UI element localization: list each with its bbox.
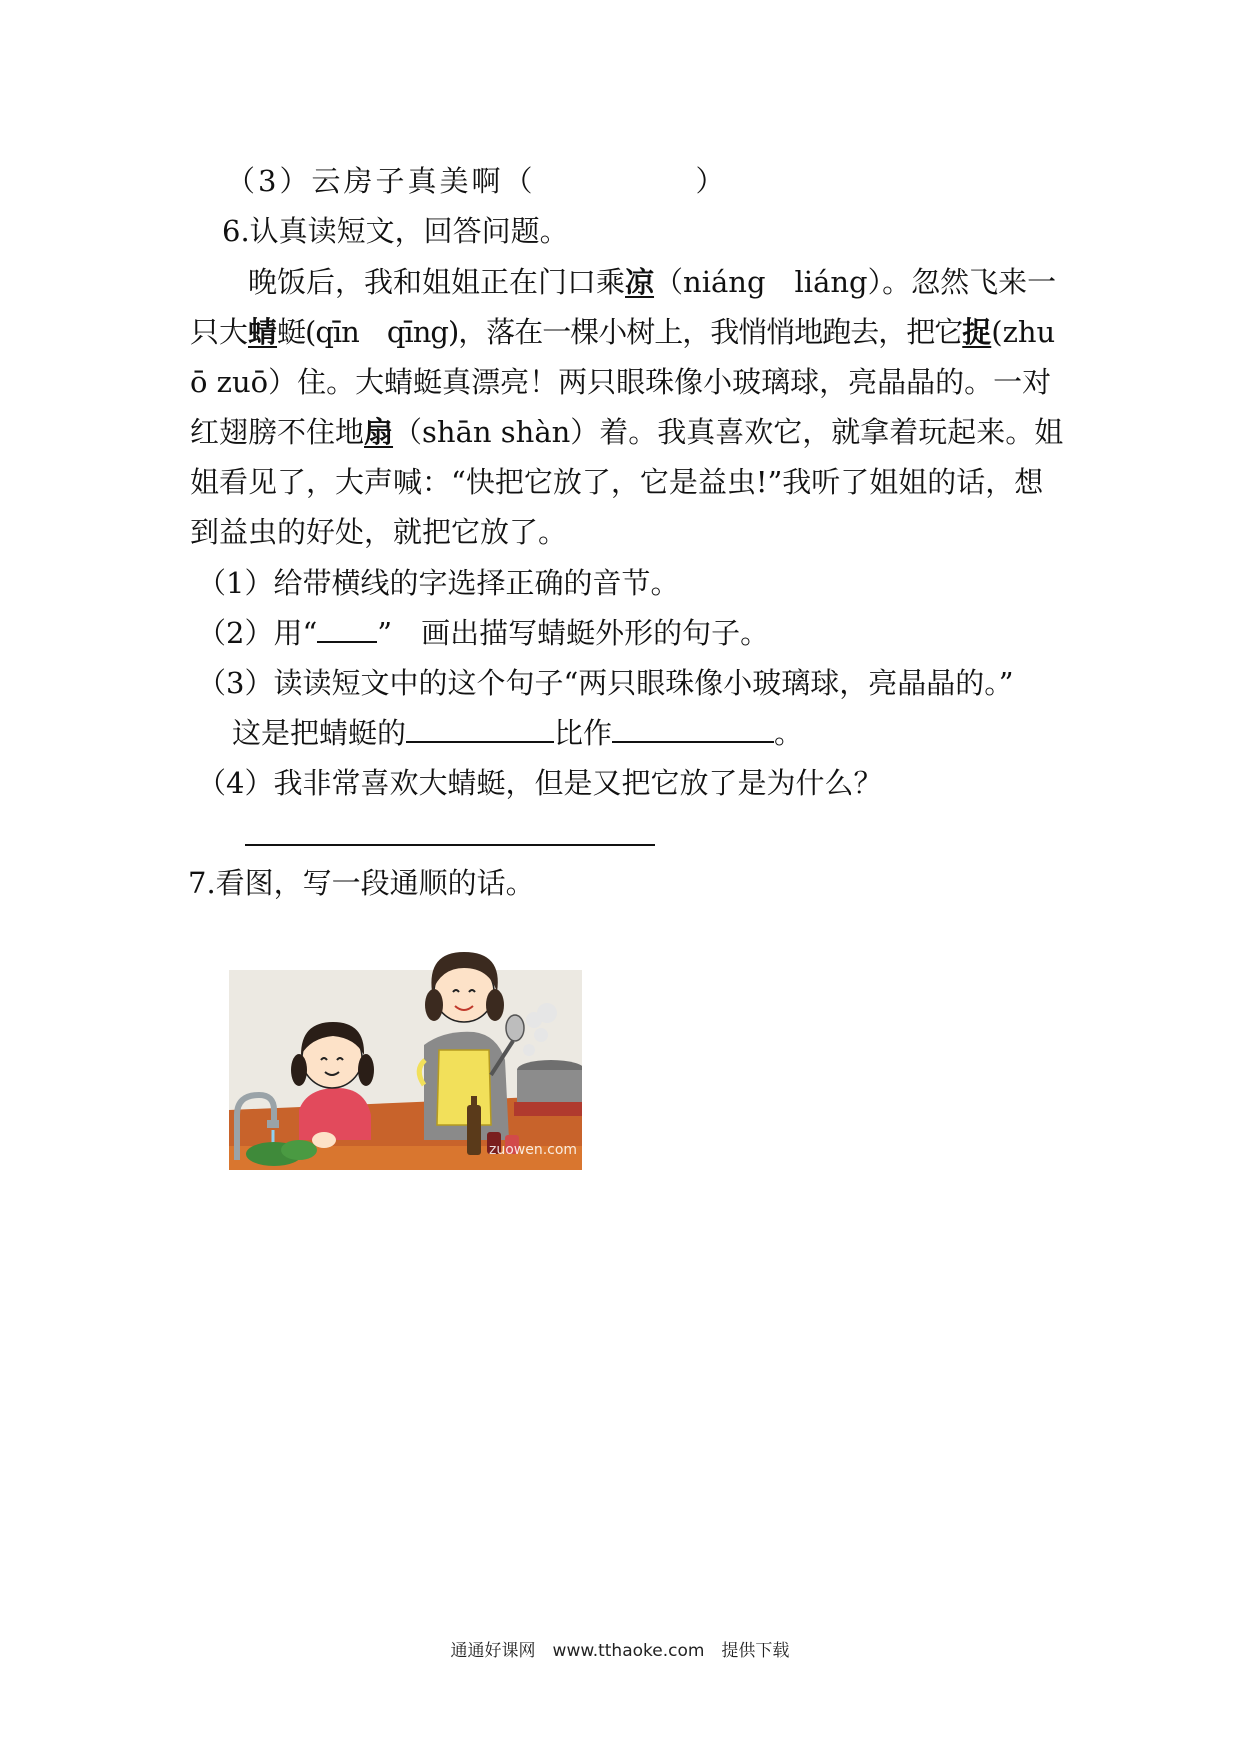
passage-line-1: 晚饭后，我和姐姐正在门口乘凉（niáng liáng）。忽然飞来一 — [248, 265, 1057, 299]
kitchen-illustration — [229, 910, 582, 1170]
cooking-picture — [229, 910, 582, 1170]
answer-blank-2[interactable] — [612, 715, 774, 743]
question-7-title: 7.看图，写一段通顺的话。 — [188, 866, 535, 900]
question-6-sub-3: （3）读读短文中的这个句子“两只眼珠像小玻璃球，亮晶晶的。” — [197, 666, 1014, 700]
picture-watermark: zuowen.com — [489, 1142, 578, 1158]
underlined-char-liang: 凉 — [625, 265, 655, 299]
passage-line-3: ō zuō）住。大蜻蜓真漂亮！两只眼珠像小玻璃球，亮晶晶的。一对 — [190, 365, 1052, 399]
underlined-char-shan: 扇 — [364, 415, 394, 449]
question-6-title: 6.认真读短文，回答问题。 — [222, 214, 569, 248]
underlined-char-zhuo: 捉 — [962, 315, 992, 349]
question-6-sub-3-answer-line: 这是把蜻蜓的 比作 。 — [232, 716, 804, 750]
passage-line-5: 姐看见了，大声喊：“快把它放了，它是益虫!”我听了姐姐的话，想 — [190, 465, 1044, 499]
answer-blank-1[interactable] — [406, 715, 554, 743]
underlined-char-qing: 蜻 — [248, 315, 278, 349]
passage-line-4: 红翅膀不住地扇（shān shàn）着。我真喜欢它，就拿着玩起来。姐 — [190, 415, 1064, 449]
question-6-sub-2: （2）用“ ” 画出描写蜻蜓外形的句子。 — [197, 616, 770, 650]
passage-line-2: 只大蜻蜓(qīn qīng)，落在一棵小树上，我悄悄地跑去，把它捉(zhu — [190, 315, 1056, 349]
underline-sample — [317, 615, 377, 643]
answer-line-sub-4[interactable] — [245, 844, 655, 846]
passage-line-6: 到益虫的好处，就把它放了。 — [190, 515, 568, 549]
question-6-sub-1: （1）给带横线的字选择正确的音节。 — [197, 566, 680, 600]
question-6-sub-4: （4）我非常喜欢大蜻蜓，但是又把它放了是为什么？ — [197, 766, 883, 800]
question-5-item-3: （3）云房子真美啊（ ） — [226, 164, 728, 198]
page-footer: 通通好课网 www.tthaoke.com 提供下载 — [450, 1641, 790, 1661]
